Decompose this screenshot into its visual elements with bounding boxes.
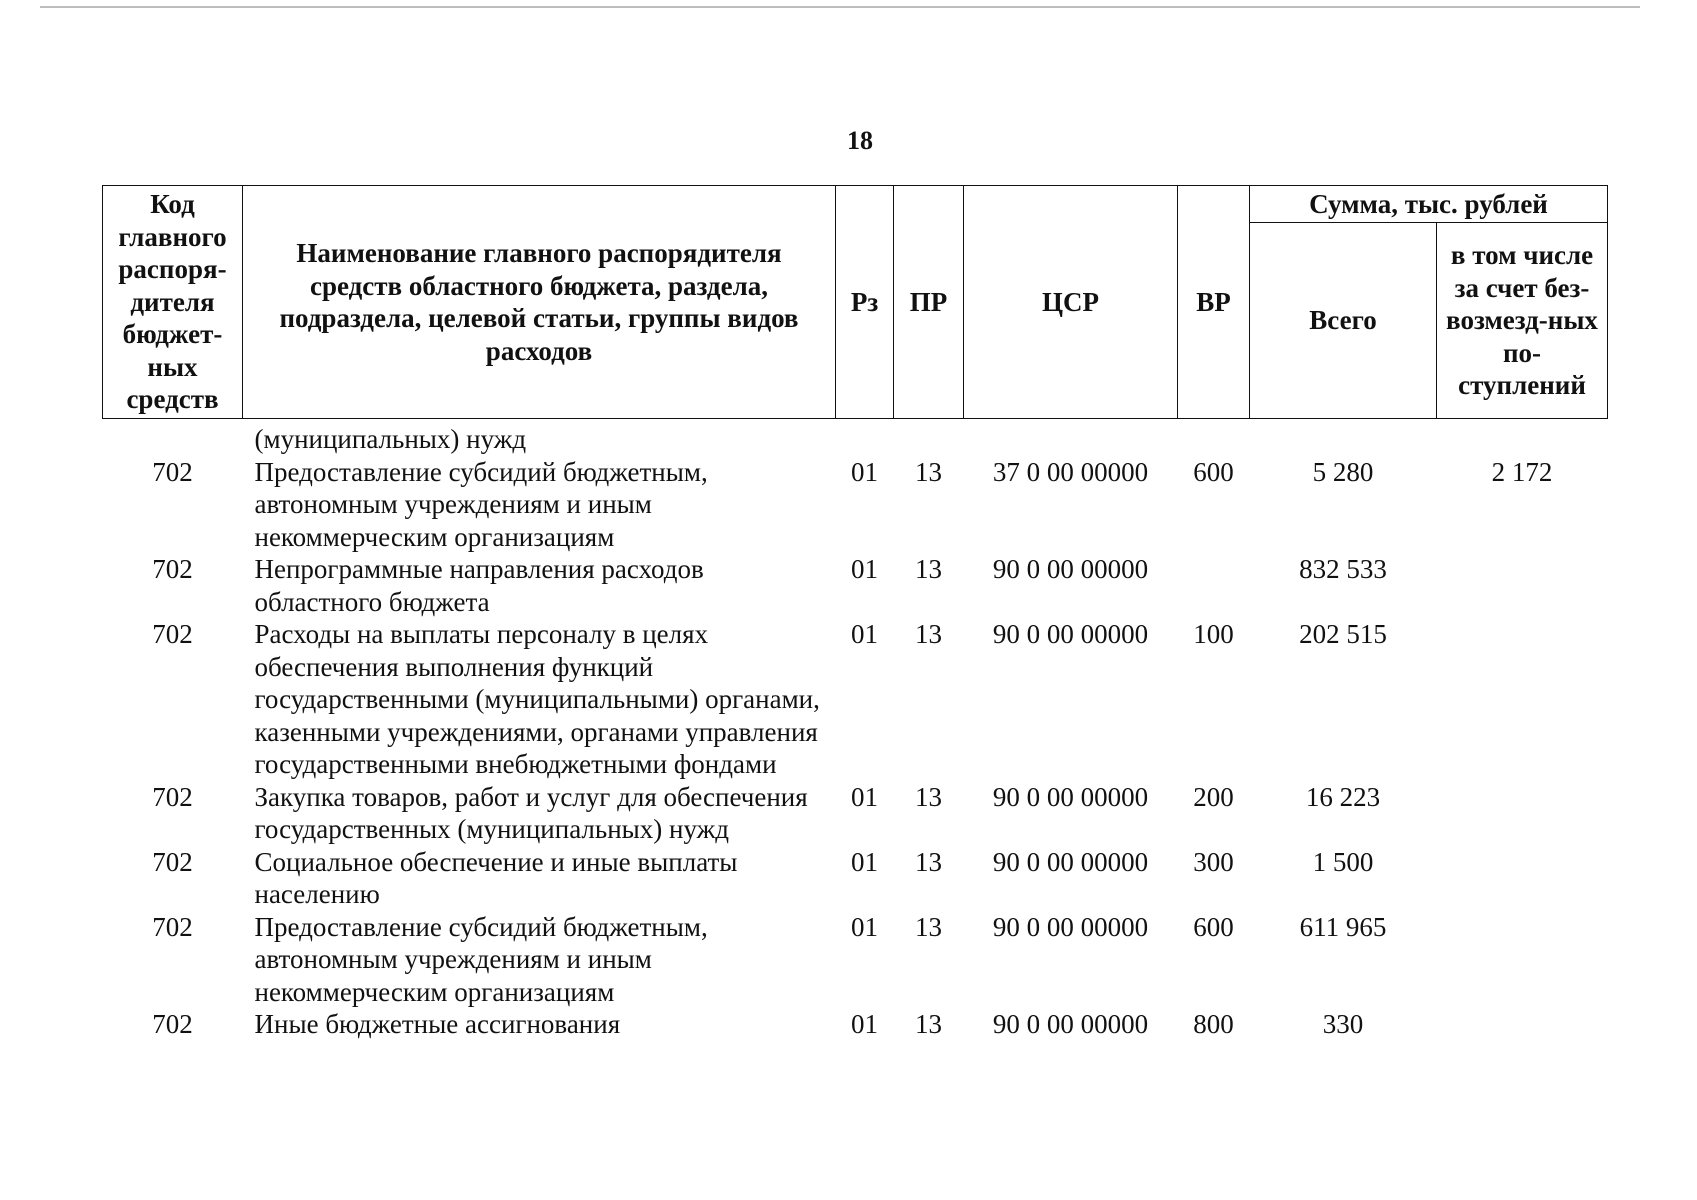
cell-total: 1 500 [1312, 846, 1374, 877]
table-row [103, 846, 1608, 911]
cell-total [1250, 419, 1437, 456]
table-body [103, 419, 1608, 1041]
cell-csr: 90 0 00 00000 [992, 846, 1149, 877]
cell-pr: 13 [915, 781, 942, 812]
cell-code: 702 [152, 846, 193, 877]
cell-code: 702 [152, 619, 193, 649]
table-row [103, 1008, 1608, 1041]
cell-rz: 01 [851, 911, 878, 942]
cell-name: Расходы на выплаты персоналу в целях обеспечения выполнения функций государственными (муниципальными) органами, казенными учреждениями, органами управления государственными внебюджетными фондами [254, 619, 820, 779]
cell-csr: 90 0 00 00000 [992, 911, 1149, 942]
cell-pr: 13 [915, 911, 942, 942]
cell-total: 202 515 [1299, 619, 1387, 649]
cell-vr [1178, 419, 1250, 456]
cell-csr: 90 0 00 00000 [992, 554, 1149, 584]
cell-pr: 13 [915, 1009, 942, 1039]
cell-code [103, 419, 243, 456]
cell-code: 702 [152, 781, 193, 812]
top-border-line [40, 6, 1640, 8]
cell-csr: 90 0 00 00000 [992, 781, 1149, 812]
cell-rz: 01 [851, 554, 878, 584]
cell-free [1437, 618, 1608, 781]
cell-code: 702 [152, 911, 193, 942]
cell-rz: 01 [851, 1009, 878, 1039]
cell-free: 2 172 [1491, 456, 1553, 487]
cell-code: 702 [152, 1009, 193, 1039]
cell-name: Иные бюджетные ассигнования [254, 1009, 621, 1039]
header-sum-group: Сумма, тыс. рублей [1250, 186, 1608, 223]
cell-total: 5 280 [1312, 456, 1374, 487]
header-vr: ВР [1178, 186, 1250, 419]
cell-vr: 200 [1193, 781, 1234, 812]
header-pr: ПР [894, 186, 964, 419]
cell-free [1437, 911, 1608, 1009]
cell-code: 702 [152, 554, 193, 584]
cell-free [1437, 781, 1608, 846]
cell-name: Непрограммные направления расходов областного бюджета [254, 554, 704, 617]
cell-free [1437, 419, 1608, 456]
budget-table [102, 185, 1608, 1041]
cell-free [1437, 1008, 1608, 1041]
page-number: 18 [847, 126, 873, 155]
cell-vr: 800 [1193, 1009, 1234, 1039]
cell-vr: 600 [1193, 456, 1234, 487]
header-free: в том числе за счет без-возмезд-ных по-ступлений [1437, 223, 1608, 419]
cell-total: 330 [1322, 1009, 1364, 1039]
header-total: Всего [1250, 223, 1437, 419]
cell-total: 611 965 [1299, 911, 1387, 942]
cell-csr [964, 419, 1178, 456]
cell-pr: 13 [915, 554, 942, 584]
cell-vr: 600 [1193, 911, 1234, 942]
cell-pr [894, 419, 964, 456]
cell-name: Социальное обеспечение и иные выплаты населению [254, 846, 738, 909]
cell-name: Предоставление субсидий бюджетным, автономным учреждениям и иным некоммерческим организациям [254, 911, 708, 1007]
cell-name: Предоставление субсидий бюджетным, автономным учреждениям и иным некоммерческим организациям [254, 456, 708, 552]
cell-pr: 13 [915, 846, 942, 877]
cell-vr: 300 [1193, 846, 1234, 877]
table-header [103, 186, 1608, 419]
table-row [103, 911, 1608, 1009]
cell-csr: 90 0 00 00000 [992, 1009, 1149, 1039]
header-name: Наименование главного распорядителя средств областного бюджета, раздела, подраздела, целевой статьи, группы видов расходов [243, 186, 836, 419]
cell-total: 832 533 [1299, 554, 1387, 584]
cell-rz [836, 419, 894, 456]
cell-name: (муниципальных) нужд [254, 424, 527, 454]
table-row [103, 419, 1608, 456]
cell-name: Закупка товаров, работ и услуг для обеспечения государственных (муниципальных) нужд [254, 781, 808, 844]
table-row [103, 456, 1608, 554]
cell-rz: 01 [851, 619, 878, 649]
header-rz: Рз [836, 186, 894, 419]
cell-rz: 01 [851, 846, 878, 877]
header-csr: ЦСР [964, 186, 1178, 419]
cell-free [1437, 553, 1608, 618]
cell-pr: 13 [915, 456, 942, 487]
cell-csr: 37 0 00 00000 [992, 456, 1149, 487]
table-row [103, 553, 1608, 618]
cell-pr: 13 [915, 619, 942, 649]
table-row [103, 618, 1608, 781]
cell-vr [1178, 553, 1250, 618]
cell-rz: 01 [851, 456, 878, 487]
cell-vr: 100 [1193, 619, 1234, 649]
cell-total: 16 223 [1305, 781, 1381, 812]
cell-rz: 01 [851, 781, 878, 812]
header-code: Код главного распоря-дителя бюджет-ных средств [103, 186, 243, 419]
cell-csr: 90 0 00 00000 [992, 619, 1149, 649]
cell-free [1437, 846, 1608, 911]
cell-code: 702 [152, 456, 193, 487]
table-row [103, 781, 1608, 846]
